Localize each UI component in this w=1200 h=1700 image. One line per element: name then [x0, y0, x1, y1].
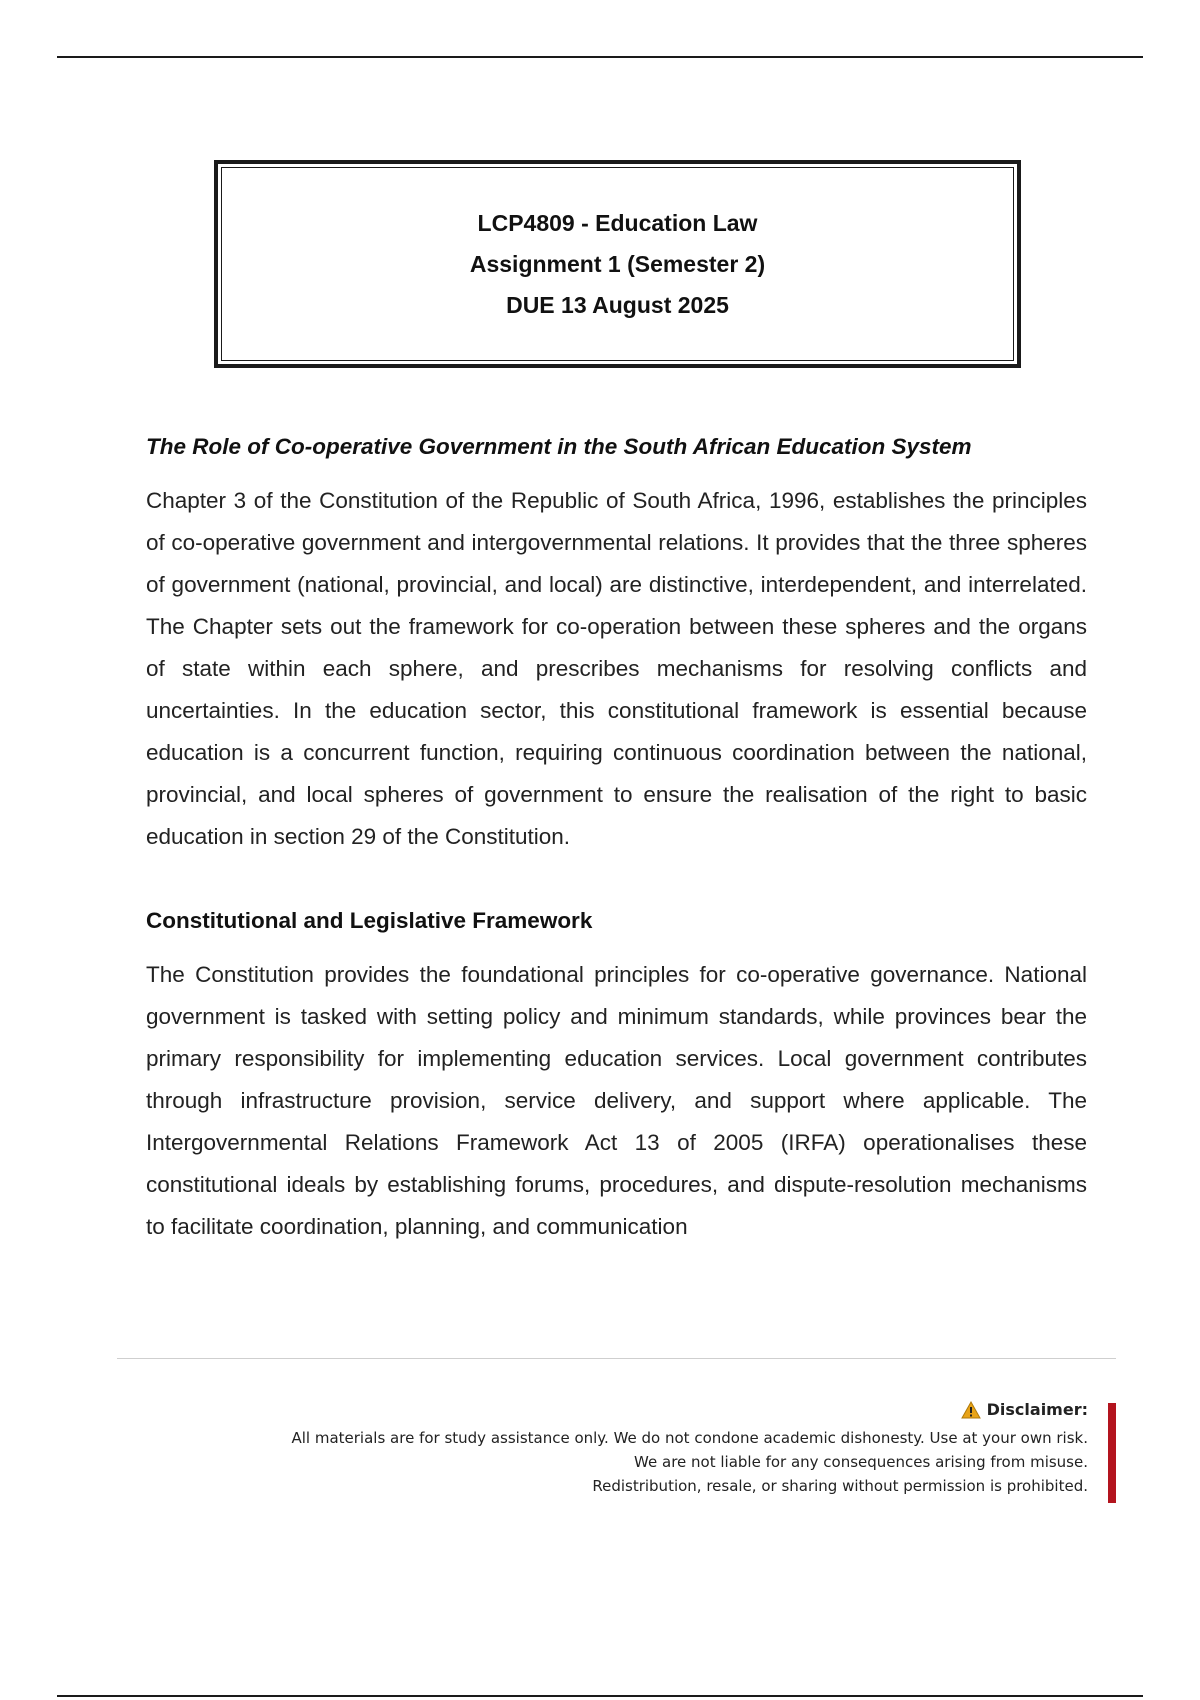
section-heading-legislative-framework: Constitutional and Legislative Framework	[146, 908, 593, 933]
disclaimer-line: Redistribution, resale, or sharing without permission is prohibited.	[592, 1477, 1088, 1495]
disclaimer-heading	[961, 1398, 1088, 1422]
title-box	[214, 160, 1021, 368]
warning-icon	[961, 1401, 981, 1419]
top-divider	[57, 56, 1143, 58]
disclaimer-title: Disclaimer:	[986, 1400, 1088, 1419]
footer-divider	[117, 1358, 1116, 1359]
bottom-divider	[57, 1695, 1143, 1697]
course-title: LCP4809 - Education Law	[477, 209, 758, 236]
disclaimer-accent-bar	[1108, 1403, 1116, 1503]
disclaimer-line: We are not liable for any consequences arising from misuse.	[634, 1453, 1088, 1471]
section-paragraph-cooperative-government: Chapter 3 of the Constitution of the Republic of South Africa, 1996, establishes the principles of co-operative government and intergovernmental relations. It provides that the three spheres of government (national, provincial, and local) are distinctive, interdependent, and interrelated. The Chapter sets out the framework for co-operation between these spheres and the organs of state within each sphere, and prescribes mechanisms for resolving conflicts and uncertainties. In the education sector, this constitutional framework is essential because education is a concurrent function, requiring continuous coordination between the national, provincial, and local spheres of government to ensure the realisation of the right to basic education in section 29 of the Constitution.	[146, 488, 1087, 849]
document-body	[146, 430, 1087, 1248]
disclaimer-line: All materials are for study assistance only. We do not condone academic dishonesty. Use at your own risk.	[291, 1429, 1088, 1447]
due-date: DUE 13 August 2025	[506, 291, 729, 318]
disclaimer	[148, 1398, 1088, 1498]
assignment-title: Assignment 1 (Semester 2)	[469, 250, 766, 277]
section-paragraph-legislative-framework: The Constitution provides the foundational principles for co-operative governance. National government is tasked with setting policy and minimum standards, while provinces bear the primary responsibility for implementing education services. Local government contributes through infrastructure provision, service delivery, and support where applicable. The Intergovernmental Relations Framework Act 13 of 2005 (IRFA) operationalises these constitutional ideals by establishing forums, procedures, and dispute-resolution mechanisms to facilitate coordination, planning, and communication	[146, 962, 1087, 1239]
title-box-inner	[221, 167, 1014, 361]
section-heading-cooperative-government: The Role of Co-operative Government in the South African Education System	[146, 434, 972, 459]
